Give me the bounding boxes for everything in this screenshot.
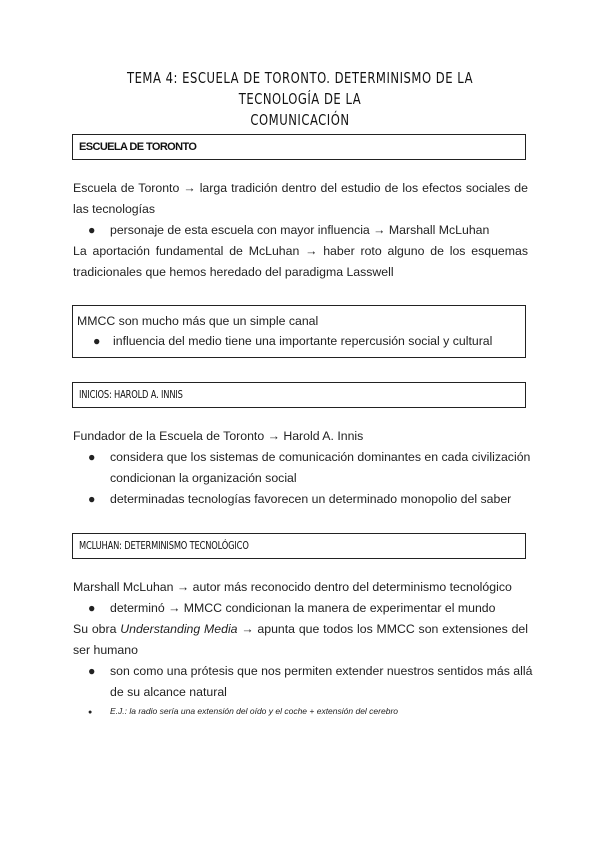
paragraph-escuela-line2: las tecnologías [73, 202, 156, 216]
list-item-continuation: condicionan la organización social [110, 471, 297, 485]
callout-text: MMCC son mucho más que un simple canal [77, 314, 319, 328]
paragraph-text: → apunta que todos los MMCC son extensiones del [237, 622, 528, 636]
section-heading-text: INICIOS: HAROLD A. INNIS [79, 389, 183, 401]
list-item-text: E.J.: la radio sería una extensión del oído y el coche + extensión del cerebro [110, 706, 398, 716]
list-item [88, 706, 398, 716]
section-heading-escuela-toronto [72, 134, 526, 160]
section-heading-text: MCLUHAN: DETERMINISMO TECNOLÓGICO [79, 540, 249, 552]
bullet-icon: ● [88, 664, 96, 678]
list-item-text: personaje de esta escuela con mayor influencia → Marshall McLuhan [110, 223, 490, 237]
bullet-icon: ● [93, 334, 101, 348]
paragraph-aportacion-line2: tradicionales que hemos heredado del paradigma Lasswell [73, 265, 394, 279]
list-item [88, 598, 496, 619]
paragraph-understanding-line1 [73, 619, 528, 640]
paragraph-understanding-line2: ser humano [73, 643, 138, 657]
bullet-icon: ● [88, 709, 93, 716]
paragraph-text: Su obra [73, 622, 121, 636]
callout-box [72, 305, 526, 358]
list-item-text: son como una prótesis que nos permiten extender nuestros sentidos más allá [110, 664, 533, 678]
paragraph-aportacion-line1: La aportación fundamental de McLuhan → haber roto alguno de los esquemas [73, 244, 528, 258]
list-item-text: influencia del medio tiene una importante repercusión social y cultural [113, 334, 493, 348]
bullet-icon: ● [88, 223, 96, 237]
list-item-text: determinó → MMCC condicionan la manera de experimentar el mundo [110, 601, 496, 615]
section-heading-inicios [72, 382, 526, 408]
page-title [94, 68, 507, 131]
book-title: Understanding Media [120, 622, 238, 636]
bullet-icon: ● [88, 492, 96, 506]
list-item [88, 489, 511, 510]
list-item [93, 331, 492, 352]
section-heading-mcluhan [72, 533, 526, 559]
paragraph-mcluhan: Marshall McLuhan → autor más reconocido dentro del determinismo tecnológico [73, 580, 512, 594]
section-heading-text: ESCUELA DE TORONTO [79, 141, 197, 153]
list-item-continuation: de su alcance natural [110, 685, 227, 699]
paragraph-escuela-line1: Escuela de Toronto → larga tradición dentro del estudio de los efectos sociales de [73, 181, 528, 195]
bullet-icon: ● [88, 601, 96, 615]
page-title-line-1: TEMA 4: ESCUELA DE TORONTO. DETERMINISMO DE LA TECNOLOGÍA DE LA [126, 69, 474, 108]
bullet-icon: ● [88, 450, 96, 464]
list-item [88, 447, 530, 468]
list-item [88, 661, 532, 682]
list-item-text: considera que los sistemas de comunicación dominantes en cada civilización [110, 450, 531, 464]
page-title-line-2: COMUNICACIÓN [250, 111, 350, 129]
list-item [88, 220, 489, 241]
list-item-text: determinadas tecnologías favorecen un determinado monopolio del saber [110, 492, 512, 506]
paragraph-fundador: Fundador de la Escuela de Toronto → Harold A. Innis [73, 429, 364, 443]
